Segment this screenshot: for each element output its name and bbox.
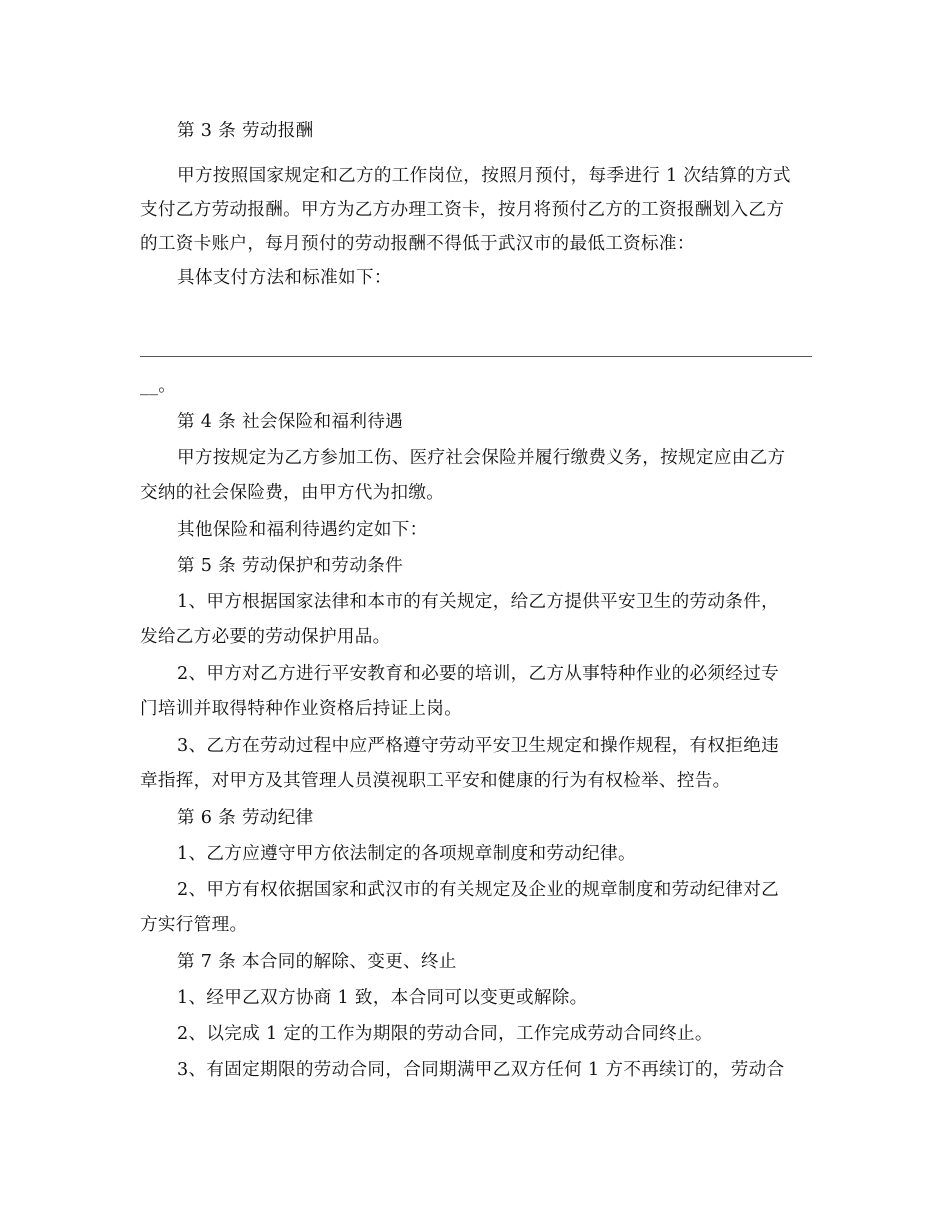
article-6-heading: 第 6 条 劳动纪律 xyxy=(177,808,314,828)
paragraph-line: 方实行管理。 xyxy=(140,915,248,935)
blank-fill-end: __。 xyxy=(140,376,177,396)
article-7-heading: 第 7 条 本合同的解除、变更、终止 xyxy=(177,952,457,972)
paragraph-line: 的工资卡账户，每月预付的劳动报酬不得低于武汉市的最低工资标准： xyxy=(140,234,695,254)
paragraph-line: 甲方按照国家规定和乙方的工作岗位，按照月预付，每季进行 1 次结算的方式 xyxy=(177,166,791,186)
paragraph-line: 1、甲方根据国家法律和本市的有关规定，给乙方提供平安卫生的劳动条件， xyxy=(177,592,779,612)
paragraph-line: 2、甲方有权依据国家和武汉市的有关规定及企业的规章制度和劳动纪律对乙 xyxy=(177,880,779,900)
paragraph-line: 门培训并取得特种作业资格后持证上岗。 xyxy=(140,699,463,719)
paragraph-line: 交纳的社会保险费，由甲方代为扣缴。 xyxy=(140,483,445,503)
paragraph-line: 2、以完成 1 定的工作为期限的劳动合同，工作完成劳动合同终止。 xyxy=(177,1024,713,1044)
paragraph-line: 3、乙方在劳动过程中应严格遵守劳动平安卫生规定和操作规程，有权拒绝违 xyxy=(177,736,779,756)
paragraph-line: 支付乙方劳动报酬。甲方为乙方办理工资卡，按月将预付乙方的工资报酬划入乙方 xyxy=(140,200,785,220)
paragraph-line: 3、有固定期限的劳动合同，合同期满甲乙双方任何 1 方不再续订的，劳动合 xyxy=(177,1060,785,1080)
paragraph-line: 2、甲方对乙方进行平安教育和必要的培训，乙方从事特种作业的必须经过专 xyxy=(177,664,779,684)
article-5-heading: 第 5 条 劳动保护和劳动条件 xyxy=(177,556,404,576)
paragraph-line: 1、经甲乙双方协商 1 致，本合同可以变更或解除。 xyxy=(177,988,588,1008)
paragraph-line: 发给乙方必要的劳动保护用品。 xyxy=(140,627,391,647)
paragraph-line: 具体支付方法和标准如下： xyxy=(177,268,392,288)
paragraph-line: 章指挥，对甲方及其管理人员漠视职工平安和健康的行为有权检举、控告。 xyxy=(140,771,731,791)
paragraph-line: 1、乙方应遵守甲方依法制定的各项规章制度和劳动纪律。 xyxy=(177,844,636,864)
paragraph-line: 甲方按规定为乙方参加工伤、医疗社会保险并履行缴费义务，按规定应由乙方 xyxy=(177,448,786,468)
blank-fill-line xyxy=(140,356,812,357)
article-4-heading: 第 4 条 社会保险和福利待遇 xyxy=(177,412,404,432)
article-3-heading: 第 3 条 劳动报酬 xyxy=(177,121,314,141)
paragraph-line: 其他保险和福利待遇约定如下： xyxy=(177,520,428,540)
